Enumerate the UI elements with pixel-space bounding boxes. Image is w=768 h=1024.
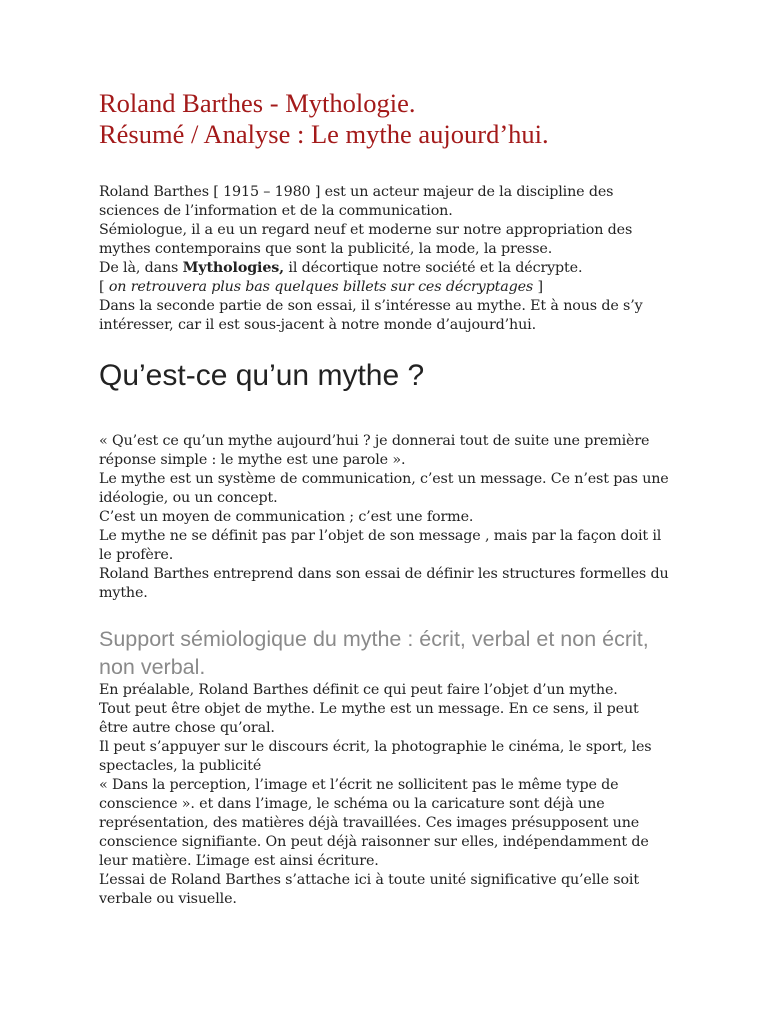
section-1-paragraph: Le mythe ne se définit pas par l’objet de son message , mais par la façon doit il le profère. (99, 528, 662, 563)
section-1-paragraph: « Qu’est ce qu’un mythe aujourd’hui ? je donnerai tout de suite une première réponse simple : le mythe est une parole ». (99, 433, 650, 468)
intro-paragraph-4 (99, 278, 669, 297)
intro-p3-after: il décortique notre société et la décrypte. (284, 260, 583, 276)
title-line-1: Roland Barthes - Mythologie. (99, 88, 416, 118)
section-2-paragraph: « Dans la perception, l’image et l’écrit ne sollicitent pas le même type de conscience ». et dans l’image, le schéma ou la caricature sont déjà une représentation, des matières déjà travaillées. Ces images présupposent une conscience signifiante. On peut déjà raisonner sur elles, indépendamment de leur matière. L’image est ainsi écriture. (99, 777, 649, 869)
intro-italic-note: on retrouvera plus bas quelques billets sur ces décryptages (108, 279, 534, 295)
intro-paragraph-3 (99, 259, 669, 278)
section-2-paragraph: Il peut s’appuyer sur le discours écrit, la photographie le cinéma, le sport, les spectacles, la publicité (99, 739, 652, 774)
document-title (99, 88, 669, 150)
section-1-paragraph: C’est un moyen de communication ; c’est une forme. (99, 509, 474, 525)
intro-paragraph-5: Dans la seconde partie de son essai, il s’intéresse au mythe. Et à nous de s’y intéresser, car il est sous-jacent à notre monde d’aujourd’hui. (99, 298, 643, 333)
intro-paragraph-1: Roland Barthes [ 1915 – 1980 ] est un acteur majeur de la discipline des sciences de l’information et de la communication. (99, 184, 614, 219)
intro-block (99, 183, 669, 335)
document-page (99, 88, 669, 909)
section-1-heading: Qu’est-ce qu’un mythe ? (99, 359, 425, 392)
section-2-paragraph: Tout peut être objet de mythe. Le mythe est un message. En ce sens, il peut être autre chose qu’oral. (99, 701, 639, 736)
title-line-2: Résumé / Analyse : Le mythe aujourd’hui. (99, 119, 549, 149)
section-2-body (99, 681, 669, 909)
section-2-heading: Support sémiologique du mythe : écrit, verbal et non écrit, non verbal. (99, 627, 649, 679)
intro-p3-before: De là, dans (99, 260, 183, 276)
section-1-paragraph: Roland Barthes entreprend dans son essai de définir les structures formelles du mythe. (99, 566, 669, 601)
section-1-body (99, 432, 669, 603)
section-1-paragraph: Le mythe est un système de communication, c’est un message. Ce n’est pas une idéologie, ou un concept. (99, 471, 669, 506)
section-2-paragraph: L’essai de Roland Barthes s’attache ici à toute unité significative qu’elle soit verbale ou visuelle. (99, 872, 639, 907)
bracket-close: ] (533, 279, 543, 295)
bracket-open: [ (99, 279, 109, 295)
mythologies-bold: Mythologies, (182, 260, 285, 276)
section-2-paragraph: En préalable, Roland Barthes définit ce qui peut faire l’objet d’un mythe. (99, 682, 618, 698)
intro-paragraph-2: Sémiologue, il a eu un regard neuf et moderne sur notre appropriation des mythes contemporains que sont la publicité, la mode, la presse. (99, 222, 633, 257)
